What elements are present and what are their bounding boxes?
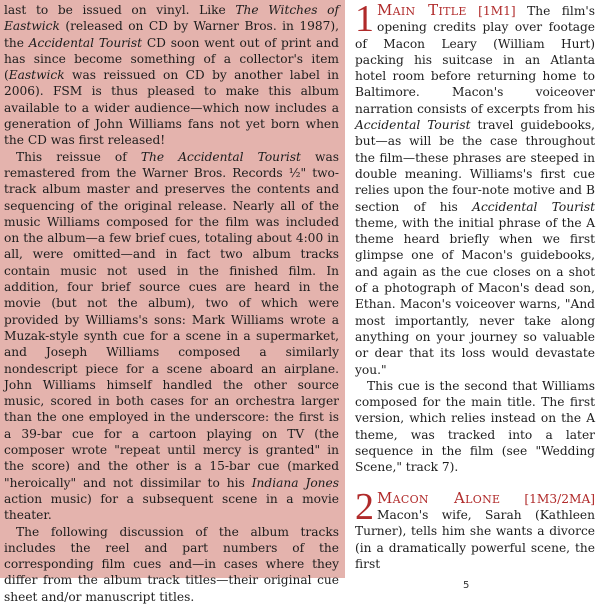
- film-title: Accidental Tourist: [355, 118, 471, 133]
- track-1-paragraph-2: This cue is the second that Williams composed for the main title. The first version, which relies instead on the A theme, was tracked into a later sequence in the film (see "Wedding Scene," track 7).: [355, 378, 595, 475]
- film-title: Accidental Tourist: [472, 199, 595, 214]
- track-title: Macon Alone: [377, 488, 501, 507]
- film-title: Accidental Tourist: [28, 35, 143, 50]
- track-number: 2: [355, 485, 374, 528]
- intro-paragraph-3: The following discussion of the album tracks includes the reel and part numbers of the corresponding film cues and—in cases where they differ from the album track titles—their original cue sheet and/or manuscript titles.: [4, 524, 339, 604]
- intro-paragraph-2: This reissue of The Accidental Tourist was remastered from the Warner Bros. Records ½" two-track album master and preserves the contents and sequencing of the original release. Nearly all of the music Williams composed for the film was included on the album—a few brief cues, totaling about 4:00 in all, were omitted—and in fact two album tracks contain music not used in the finished film. In addition, four brief source cues are heard in the movie (but not the album), two of which were provided by Williams's sons: Mark Williams wrote a Muzak-style synth cue for a scene in a supermarket, and Joseph Williams composed a similarly nondescript piece for a scene aboard an airplane. John Williams himself handled the other source music, scored in both cases for an orchestra larger than the one employed in the underscore: the first is a 39-bar cue for a cartoon playing on TV (the composer wrote "repeat until mercy is granted" in the score) and the other is a 15-bar cue (marked "heroically" and not dissimilar to his Indiana Jones action music) for a subsequent scene in a movie theater.: [4, 149, 339, 523]
- film-title: The Witches of Eastwick: [4, 3, 339, 34]
- track-number: 1: [355, 0, 374, 40]
- track-entry-1: 1 Main Title [1M1] The film's opening credits play over footage of Macon Leary (William Hurt) packing his suitcase in an Atlanta hotel room before returning home to Baltimore. Macon's voiceover narration consists of excerpts from his Accidental Tourist travel guidebooks, but—as will be the case throughout the film—these phrases are steeped in double meaning. Williams's first cue relies upon the four-note motive and B section of his Accidental Tourist theme, with the initial phrase of the A theme heard briefly when we first glimpse one of Macon's guidebooks, and again as the cue closes on a shot of a photograph of Macon's dead son, Ethan. Macon's voiceover warns, "And most importantly, never take along anything on your journey so valuable or dear that its loss would devastate you.": [355, 0, 595, 377]
- film-title: The Accidental Tourist: [140, 149, 301, 164]
- cue-code: [1M1]: [478, 4, 516, 18]
- track-notes-column: [355, 2, 595, 572]
- track-entry-2: 2 Macon Alone [1M3/2MA] Macon's wife, Sarah (Kathleen Turner), tells him she wants a divorce (in a dramatically powerful scene, the first: [355, 485, 595, 571]
- film-title: Indiana Jones: [251, 475, 339, 490]
- film-title: Eastwick: [8, 68, 65, 83]
- intro-paragraph-1: last to be issued on vinyl. Like The Witches of Eastwick (released on CD by Warner Bros. in 1987), the Accidental Tourist CD soon went out of print and has since become something of a collector's item (Eastwick was reissued on CD by another label in 2006). FSM is thus pleased to make this album available to a wider audience—which now includes a generation of John Williams fans not yet born when the CD was first released!: [4, 3, 339, 148]
- cue-code: [1M3/2MA]: [524, 491, 595, 506]
- page-number: 5: [463, 580, 470, 591]
- track-title: Main Title: [377, 1, 467, 19]
